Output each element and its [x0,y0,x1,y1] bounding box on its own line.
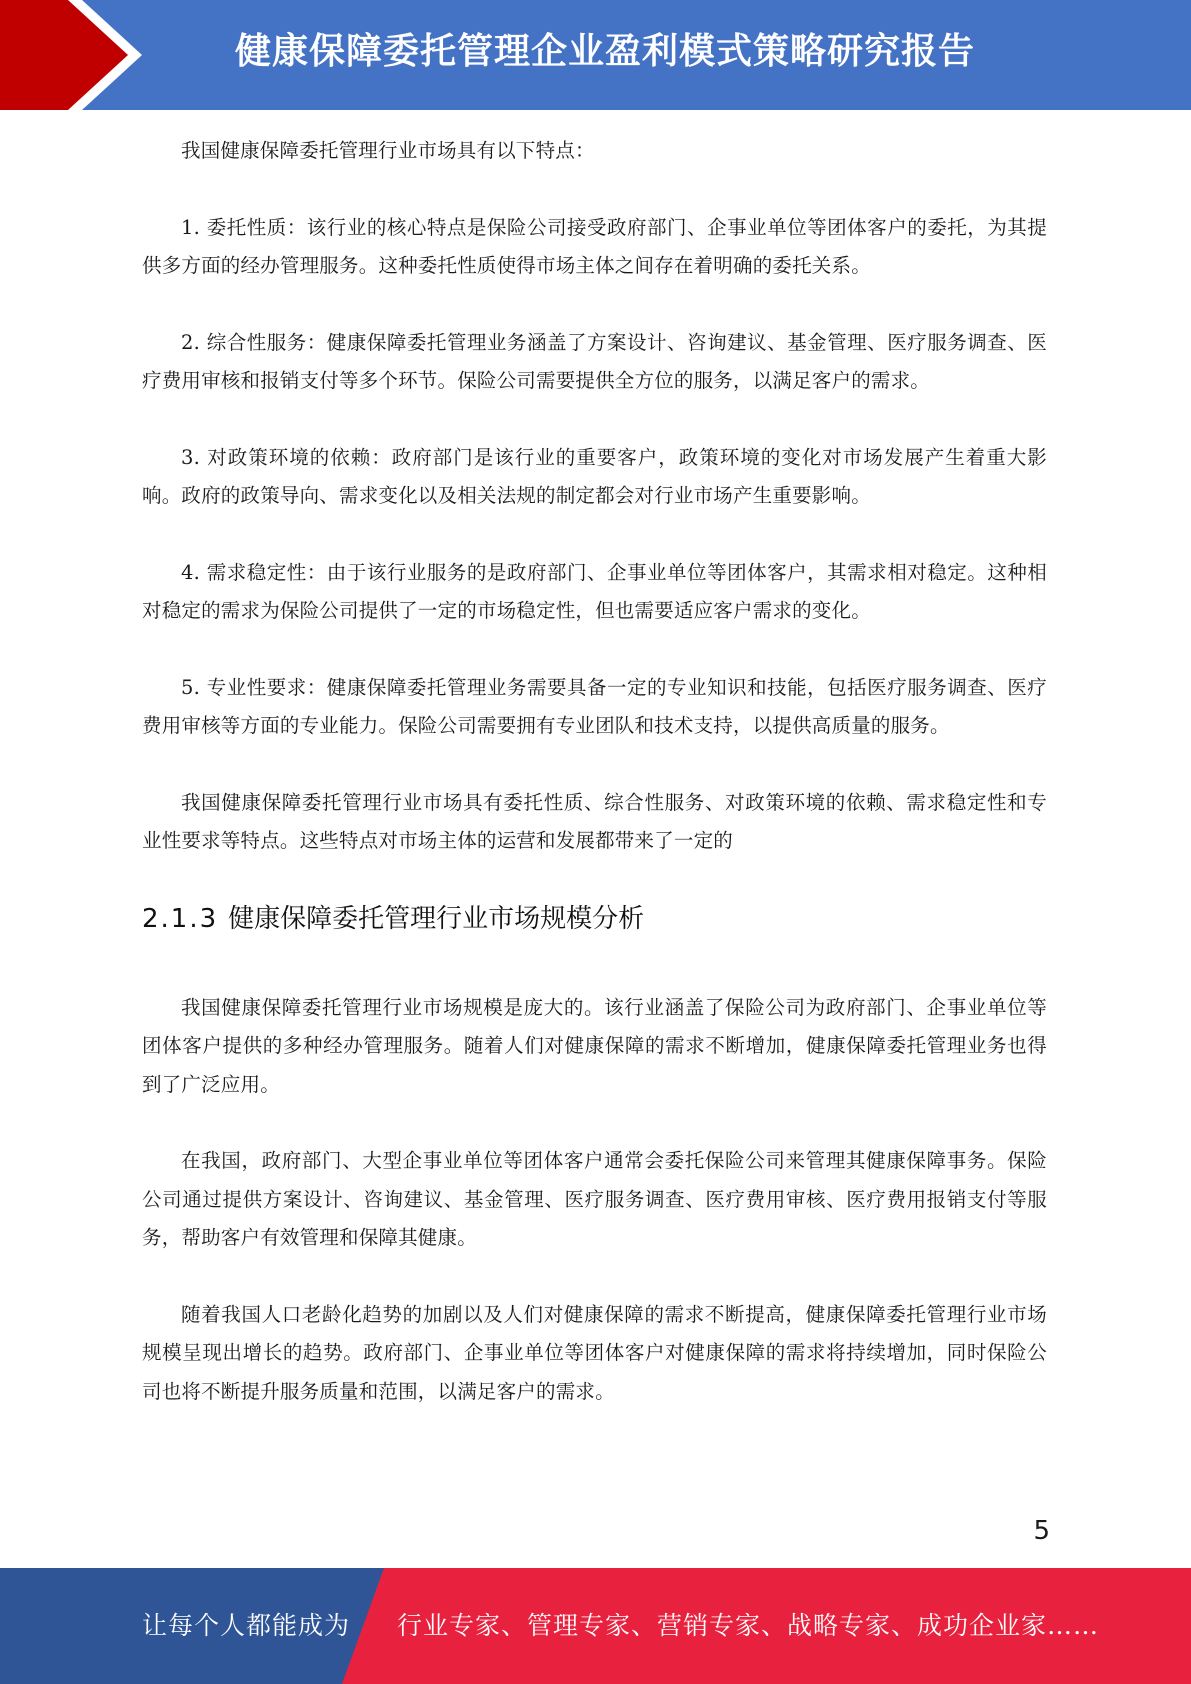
document-body [142,132,1047,1449]
report-title: 健康保障委托管理企业盈利模式策略研究报告 [234,31,975,72]
paragraph-intro: 我国健康保障委托管理行业市场具有以下特点： [181,139,595,162]
paragraph-feature-4: 4. 需求稳定性：由于该行业服务的是政府部门、企事业单位等团体客户，其需求相对稳定。这种相对稳定的需求为保险公司提供了一定的市场稳定性，但也需要适应客户需求的变化。 [142,560,1047,622]
footer-slogan-left: 让每个人都能成为 [142,1611,351,1640]
paragraph-feature-5: 5. 专业性要求：健康保障委托管理业务需要具备一定的专业知识和技能，包括医疗服务调查、医疗费用审核等方面的专业能力。保险公司需要拥有专业团队和技术支持，以提供高质量的服务。 [142,675,1047,737]
paragraph-market-clients: 在我国，政府部门、大型企事业单位等团体客户通常会委托保险公司来管理其健康保障事务。保险公司通过提供方案设计、咨询建议、基金管理、医疗服务调查、医疗费用审核、医疗费用报销支付等服务，帮助客户有效管理和保障其健康。 [142,1149,1047,1249]
paragraph-market-growth: 随着我国人口老龄化趋势的加剧以及人们对健康保障的需求不断提高，健康保障委托管理行业市场规模呈现出增长的趋势。政府部门、企事业单位等团体客户对健康保障的需求将持续增加，同时保险公司也将不断提升服务质量和范围，以满足客户的需求。 [142,1302,1047,1403]
paragraph-feature-2: 2. 综合性服务：健康保障委托管理业务涵盖了方案设计、咨询建议、基金管理、医疗服务调查、医疗费用审核和报销支付等多个环节。保险公司需要提供全方位的服务，以满足客户的需求。 [142,330,1047,392]
section-number: 2.1.3 [142,903,219,934]
page-number: 5 [1033,1516,1050,1546]
paragraph-market-scale: 我国健康保障委托管理行业市场规模是庞大的。该行业涵盖了保险公司为政府部门、企事业单位等团体客户提供的多种经办管理服务。随着人们对健康保障的需求不断增加，健康保障委托管理业务也得到了广泛应用。 [142,995,1047,1096]
section-title: 健康保障委托管理行业市场规模分析 [228,903,645,934]
footer-slogan-right: 行业专家、管理专家、营销专家、战略专家、成功企业家…… [397,1611,1100,1640]
paragraph-summary: 我国健康保障委托管理行业市场具有委托性质、综合性服务、对政策环境的依赖、需求稳定性和专业性要求等特点。这些特点对市场主体的运营和发展都带来了一定的 [142,790,1047,852]
header-banner [0,0,1191,110]
footer-banner [0,1568,1191,1684]
section-heading [142,899,1047,939]
paragraph-feature-1: 1. 委托性质：该行业的核心特点是保险公司接受政府部门、企事业单位等团体客户的委托，为其提供多方面的经办管理服务。这种委托性质使得市场主体之间存在着明确的委托关系。 [142,215,1047,277]
paragraph-feature-3: 3. 对政策环境的依赖：政府部门是该行业的重要客户，政策环境的变化对市场发展产生着重大影响。政府的政策导向、需求变化以及相关法规的制定都会对行业市场产生重要影响。 [142,445,1047,507]
